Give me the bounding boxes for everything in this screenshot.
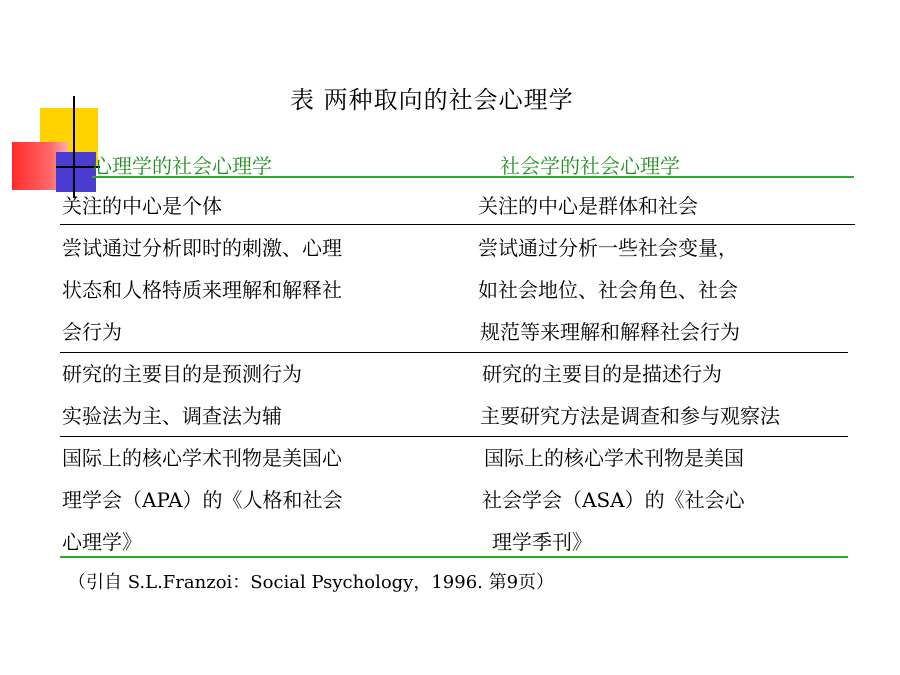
row4-left-line3: 心理学》 (62, 530, 142, 554)
row3-right-line1: 研究的主要目的是描述行为 (482, 362, 722, 386)
row2-left-line3: 会行为 (62, 320, 122, 344)
table-title: 表 两种取向的社会心理学 (290, 86, 574, 114)
header-psychological-social-psychology: 心理学的社会心理学 (92, 154, 272, 178)
row2-right-line2: 如社会地位、社会角色、社会 (478, 278, 738, 302)
row-divider (60, 436, 848, 437)
row2-left-line1: 尝试通过分析即时的刺激、心理 (62, 236, 342, 260)
row3-left-line1: 研究的主要目的是预测行为 (62, 362, 302, 386)
row4-right-line2: 社会学会（ASA）的《社会心 (482, 488, 745, 512)
row-divider (60, 352, 848, 353)
row4-right-line3: 理学季刊》 (492, 530, 592, 554)
row4-left-line1: 国际上的核心学术刊物是美国心 (62, 446, 342, 470)
row-divider (60, 224, 855, 225)
header-underline (92, 176, 854, 178)
decorative-vertical-line (73, 96, 75, 198)
decorative-blue-square (56, 152, 96, 192)
table-bottom-rule (60, 556, 848, 558)
row3-left-line2: 实验法为主、调查法为辅 (62, 404, 282, 428)
header-sociological-social-psychology: 社会学的社会心理学 (500, 154, 680, 178)
row4-right-line1: 国际上的核心学术刊物是美国 (484, 446, 744, 470)
row1-right-line1: 关注的中心是群体和社会 (478, 194, 698, 218)
row1-left-line1: 关注的中心是个体 (62, 194, 222, 218)
row2-right-line3: 规范等来理解和解释社会行为 (480, 320, 740, 344)
row2-right-line1: 尝试通过分析一些社会变量， (478, 236, 738, 260)
row2-left-line2: 状态和人格特质来理解和解释社 (62, 278, 342, 302)
citation: （引自 S.L.Franzoi：Social Psychology，1996. 第9页） (68, 572, 555, 593)
row3-right-line2: 主要研究方法是调查和参与观察法 (480, 404, 780, 428)
row4-left-line2: 理学会（APA）的《人格和社会 (62, 488, 343, 512)
